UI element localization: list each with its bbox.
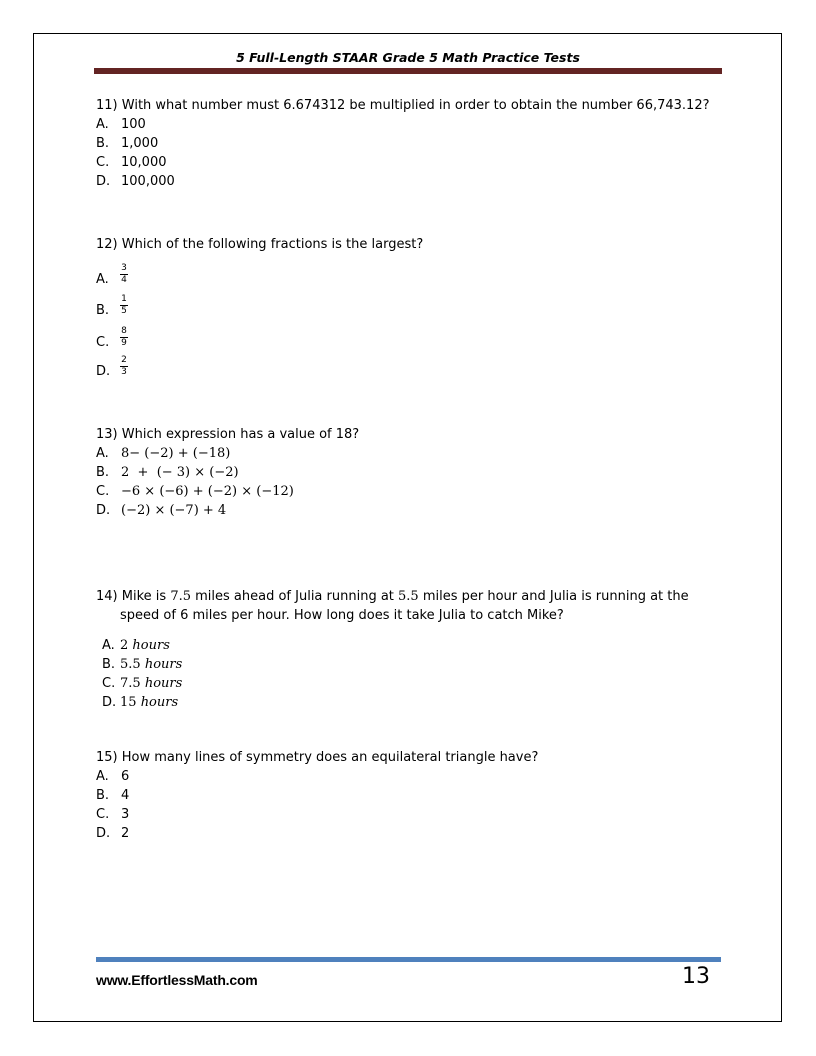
option-d[interactable] xyxy=(96,172,726,191)
option-letter: D. xyxy=(96,364,111,379)
fraction-numerator: 8 xyxy=(121,326,127,336)
option-d[interactable] xyxy=(96,693,724,712)
option-unit: hours xyxy=(140,695,179,710)
option-letter: B. xyxy=(102,657,116,672)
option-expression: 2 + (− 3) × (−2) xyxy=(121,465,239,480)
header-divider xyxy=(94,68,722,74)
question-number: 12) xyxy=(96,237,118,252)
question-prompt: With what number must 6.674312 be multiplied in order to obtain the number 66,743.12? xyxy=(121,98,710,113)
fraction xyxy=(120,355,128,378)
option-letter: A. xyxy=(96,272,109,287)
option-letter: A. xyxy=(96,117,109,132)
fraction-denominator: 9 xyxy=(121,338,127,348)
option-unit: hours xyxy=(144,676,183,691)
option-value: 7.5 xyxy=(120,676,141,691)
option-letter: A. xyxy=(102,638,115,653)
option-expression: 8− (−2) + (−18) xyxy=(121,446,231,461)
fraction xyxy=(120,326,128,349)
page-number: 13 xyxy=(682,964,710,989)
option-b[interactable] xyxy=(96,786,726,805)
question-11-text xyxy=(96,96,726,115)
option-letter: A. xyxy=(96,446,109,461)
option-a[interactable] xyxy=(96,115,726,134)
option-text: 100 xyxy=(121,117,146,132)
footer-website-link[interactable]: www.EffortlessMath.com xyxy=(96,972,258,988)
option-c[interactable] xyxy=(96,153,726,172)
math-value: 5.5 xyxy=(398,589,419,604)
question-prompt: Which of the following fractions is the largest? xyxy=(121,237,424,252)
option-letter: B. xyxy=(96,136,110,151)
math-value: 7.5 xyxy=(170,589,191,604)
option-expression: −6 × (−6) + (−2) × (−12) xyxy=(121,484,294,499)
option-letter: C. xyxy=(96,484,110,499)
option-value: 5.5 xyxy=(120,657,141,672)
option-c[interactable] xyxy=(96,805,726,824)
option-letter: A. xyxy=(96,769,109,784)
option-c[interactable] xyxy=(96,482,726,501)
option-text: 10,000 xyxy=(121,155,167,170)
option-unit: hours xyxy=(132,638,170,653)
question-prompt: Which expression has a value of 18? xyxy=(121,427,360,442)
option-letter: D. xyxy=(96,174,111,189)
option-text: 2 xyxy=(121,826,130,841)
footer-divider xyxy=(96,957,721,962)
question-number: 14) xyxy=(96,589,118,604)
question-14 xyxy=(96,587,724,712)
option-d[interactable] xyxy=(96,501,726,520)
option-value: 2 xyxy=(120,638,129,653)
option-b[interactable] xyxy=(96,463,726,482)
question-15 xyxy=(96,748,726,843)
option-c[interactable] xyxy=(96,674,724,693)
option-letter: C. xyxy=(96,155,110,170)
option-text: 3 xyxy=(121,807,130,822)
question-prompt-part: miles ahead of Julia running at xyxy=(191,589,399,604)
fraction-numerator: 1 xyxy=(121,294,127,304)
question-prompt-part: Mike is xyxy=(121,589,171,604)
page-header-title: 5 Full-Length STAAR Grade 5 Math Practice Tests xyxy=(236,50,580,65)
question-13-text xyxy=(96,425,726,444)
fraction-numerator: 3 xyxy=(121,263,127,273)
question-11 xyxy=(96,96,726,191)
option-letter: C. xyxy=(96,335,110,350)
option-a[interactable] xyxy=(96,636,724,655)
question-13 xyxy=(96,425,726,520)
option-letter: C. xyxy=(96,807,110,822)
option-text: 6 xyxy=(121,769,130,784)
option-letter: B. xyxy=(96,788,110,803)
option-value: 15 xyxy=(120,695,137,710)
question-12-text xyxy=(96,235,726,254)
option-a[interactable] xyxy=(96,767,726,786)
option-text: 100,000 xyxy=(121,174,175,189)
option-letter: D. xyxy=(96,503,111,518)
option-a[interactable] xyxy=(96,444,726,463)
question-number: 13) xyxy=(96,427,118,442)
question-14-text xyxy=(96,587,724,625)
option-letter: C. xyxy=(102,676,116,691)
question-15-text xyxy=(96,748,726,767)
option-text: 1,000 xyxy=(121,136,159,151)
option-text: 4 xyxy=(121,788,130,803)
fraction-numerator: 2 xyxy=(121,355,127,365)
fraction xyxy=(120,294,128,317)
question-12 xyxy=(96,235,726,385)
option-letter: B. xyxy=(96,465,110,480)
question-prompt: How many lines of symmetry does an equilateral triangle have? xyxy=(121,750,539,765)
fraction-denominator: 3 xyxy=(121,367,127,377)
option-letter: B. xyxy=(96,303,110,318)
fraction xyxy=(120,263,128,286)
question-number: 15) xyxy=(96,750,118,765)
fraction-denominator: 4 xyxy=(121,275,127,285)
option-letter: D. xyxy=(102,695,117,710)
question-prompt-part: miles per hour and Julia is running at the speed of 6 miles per hour. How long does it take Julia to catch Mike? xyxy=(120,589,689,623)
option-b[interactable] xyxy=(96,134,726,153)
option-b[interactable] xyxy=(96,655,724,674)
option-unit: hours xyxy=(144,657,183,672)
option-d[interactable] xyxy=(96,824,726,843)
option-letter: D. xyxy=(96,826,111,841)
question-number: 11) xyxy=(96,98,118,113)
fraction-denominator: 5 xyxy=(121,306,127,316)
option-expression: (−2) × (−7) + 4 xyxy=(121,503,227,518)
